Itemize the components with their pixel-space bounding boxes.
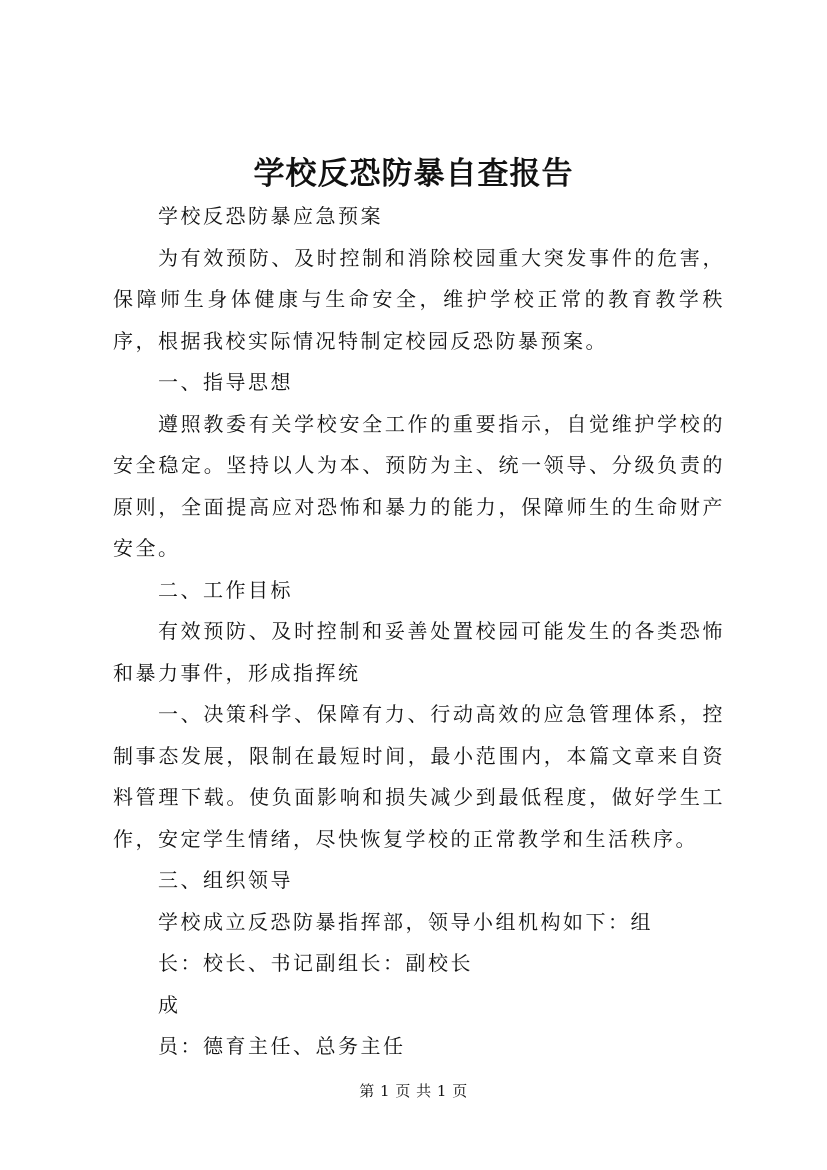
paragraph-plan-heading: 学校反恐防暴应急预案: [158, 204, 383, 228]
paragraph-guiding-ideology: 遵照教委有关学校安全工作的重要指示，自觉维护学校的安全稳定。坚持以人为本、预防为主、统一领导、分级负责的原则，全面提高应对恐怖和暴力的能力，保障师生的生命财产安全。: [113, 411, 725, 560]
paragraph-organization: 学校成立反恐防暴指挥部，领导小组机构如下：组: [158, 909, 653, 934]
page-footer: 第 1 页 共 1 页: [359, 1082, 468, 1100]
section-heading-work-goals: 二、工作目标: [158, 577, 293, 602]
document-title: 学校反恐防暴自查报告: [253, 156, 574, 192]
paragraph-leaders: 长：校长、书记副组长：副校长: [158, 951, 473, 975]
paragraph-members: 员：德育主任、总务主任: [158, 1034, 406, 1058]
section-heading-guiding-ideology: 一、指导思想: [158, 370, 293, 394]
paragraph-work-goals: 有效预防、及时控制和妥善处置校园可能发生的各类恐怖和暴力事件，形成指挥统: [113, 619, 725, 685]
document-body: [113, 196, 725, 1068]
paragraph-purpose: 为有效预防、及时控制和消除校园重大突发事件的危害，保障师生身体健康与生命安全，维护学校正常的教育教学秩序，根据我校实际情况特制定校园反恐防暴预案。: [113, 245, 725, 353]
section-heading-organization: 三、组织领导: [158, 868, 293, 892]
paragraph-management-system: 一、决策科学、保障有力、行动高效的应急管理体系，控制事态发展，限制在最短时间，最小范围内，本篇文章来自资料管理下载。使负面影响和损失减少到最低程度，做好学生工作，安定学生情绪，尽快恢复学校的正常教学和生活秩序。: [113, 702, 725, 851]
paragraph-members-label: 成: [158, 992, 181, 1017]
